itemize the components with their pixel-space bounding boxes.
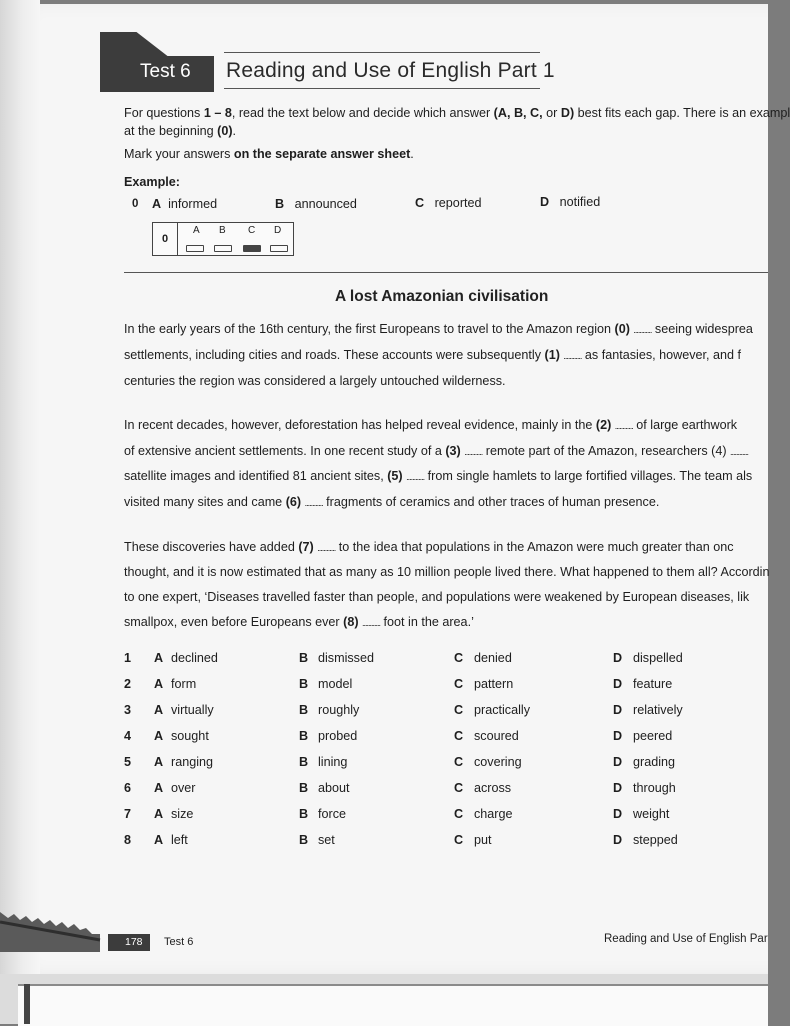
- instructions-line-2: [124, 124, 236, 138]
- passage-text: visited many sites and came: [124, 495, 286, 509]
- option-word: informed: [168, 197, 218, 211]
- option-word-c[interactable]: denied: [474, 651, 512, 665]
- gap-dots: ............: [464, 447, 483, 457]
- title-rule-top: [224, 52, 540, 53]
- option-word-d[interactable]: dispelled: [633, 651, 683, 665]
- passage-text: smallpox, even before Europeans ever: [124, 615, 344, 629]
- next-page-edge: [0, 974, 768, 1024]
- question-number: 8: [124, 833, 132, 847]
- page-binding: [0, 0, 40, 975]
- gap-marker: (1): [544, 348, 560, 362]
- instr-text: best fits each gap. There is an exampl: [574, 106, 790, 120]
- option-letter: D: [540, 195, 550, 209]
- option-word: notified: [559, 195, 601, 209]
- answer-grid-letter-a: A: [193, 225, 200, 236]
- option-word-d[interactable]: through: [633, 781, 676, 795]
- instr-text: Mark your answers: [124, 147, 234, 161]
- example-answer-grid: [152, 222, 294, 256]
- instr-letters: (A, B, C,: [493, 106, 543, 120]
- passage-text: of large earthwork: [632, 418, 738, 432]
- option-letter-d: D: [613, 677, 623, 691]
- example-option-b: [275, 197, 357, 211]
- torn-edge-graphic: [0, 912, 100, 952]
- gap-dots: ............: [633, 325, 652, 335]
- page-title: Reading and Use of English Part 1: [226, 59, 555, 82]
- answer-bubble-d[interactable]: [270, 245, 288, 252]
- option-letter-d: D: [613, 833, 623, 847]
- answer-bubble-a[interactable]: [186, 245, 204, 252]
- option-letter-d: D: [613, 651, 623, 665]
- option-letter-a: A: [154, 807, 164, 821]
- answer-bubble-b[interactable]: [214, 245, 232, 252]
- option-word-b[interactable]: force: [318, 807, 346, 821]
- passage-text: In the early years of the 16th century, the first Europeans to travel to the Amazon region: [124, 322, 615, 336]
- option-word-c[interactable]: charge: [474, 807, 513, 821]
- question-number: 4: [124, 729, 132, 743]
- test-label: Test 6: [140, 61, 191, 82]
- title-rule-bottom: [224, 88, 540, 89]
- option-word-b[interactable]: lining: [318, 755, 348, 769]
- passage-text: from single hamlets to large fortified villages. The team als: [424, 469, 753, 483]
- option-word-b[interactable]: about: [318, 781, 350, 795]
- passage-line: [124, 322, 753, 336]
- option-word-a[interactable]: declined: [171, 651, 218, 665]
- passage-line: [124, 540, 734, 554]
- option-word-c[interactable]: scoured: [474, 729, 519, 743]
- answer-bubble-c-selected[interactable]: [243, 245, 261, 252]
- passage-line: [124, 444, 748, 458]
- option-word-b[interactable]: dismissed: [318, 651, 374, 665]
- passage-text: centuries the region was considered a largely untouched wilderness.: [124, 374, 506, 388]
- option-word-a[interactable]: left: [171, 833, 188, 847]
- option-letter-a: A: [154, 651, 164, 665]
- instr-text: or: [542, 106, 561, 120]
- option-word-c[interactable]: across: [474, 781, 512, 795]
- option-letter-b: B: [299, 703, 309, 717]
- example-option-a: [152, 197, 217, 211]
- option-word-d[interactable]: feature: [633, 677, 673, 691]
- gap-marker: (0): [614, 322, 630, 336]
- option-letter-d: D: [613, 729, 623, 743]
- gap-marker: (2): [595, 418, 612, 432]
- instr-zero: (0): [217, 124, 233, 138]
- option-letter-a: A: [154, 729, 164, 743]
- option-letter: A: [152, 197, 162, 211]
- passage-text: seeing widesprea: [651, 322, 753, 336]
- gap-marker: (5): [387, 469, 403, 483]
- option-word: announced: [294, 197, 357, 211]
- option-word-b[interactable]: roughly: [318, 703, 360, 717]
- option-word-b[interactable]: set: [318, 833, 335, 847]
- gap-dots: ............: [563, 351, 582, 361]
- gap-marker: (3): [445, 444, 461, 458]
- answer-grid-letter-b: B: [219, 225, 226, 236]
- option-word-d[interactable]: peered: [633, 729, 673, 743]
- instr-text: For questions: [124, 106, 204, 120]
- option-letter-d: D: [613, 807, 623, 821]
- gap-dots: ............: [362, 618, 381, 628]
- passage-text: settlements, including cities and roads. These accounts were subsequently: [124, 348, 545, 362]
- next-page-spine: [24, 984, 30, 1024]
- passage-text: In recent decades, however, deforestation has helped reveal evidence, mainly in the: [124, 418, 596, 432]
- question-number: 7: [124, 807, 132, 821]
- option-letter-a: A: [154, 833, 164, 847]
- example-number: 0: [132, 198, 139, 210]
- option-letter-b: B: [299, 781, 309, 795]
- instr-text: .: [232, 124, 237, 138]
- passage-text: foot in the area.’: [380, 615, 474, 629]
- option-word-b[interactable]: probed: [318, 729, 358, 743]
- passage-text: These discoveries have added: [124, 540, 299, 554]
- option-word-a[interactable]: over: [171, 781, 196, 795]
- answer-grid-letter-d: D: [274, 225, 282, 236]
- option-letter-b: B: [299, 677, 309, 691]
- passage-text: satellite images and identified 81 ancient sites,: [124, 469, 388, 483]
- passage-line: [124, 590, 749, 604]
- question-number: 3: [124, 703, 132, 717]
- option-letter-c: C: [454, 781, 464, 795]
- option-word-c[interactable]: practically: [474, 703, 530, 717]
- option-word-a[interactable]: virtually: [171, 703, 214, 717]
- option-word-a[interactable]: sought: [171, 729, 209, 743]
- option-word-d[interactable]: grading: [633, 755, 676, 769]
- option-word-c[interactable]: put: [474, 833, 492, 847]
- passage-line: [124, 565, 769, 579]
- section-divider: [124, 272, 768, 273]
- instructions-mark: [124, 147, 414, 161]
- option-letter-a: A: [154, 703, 164, 717]
- instr-range: 1 – 8: [203, 106, 232, 120]
- option-letter-d: D: [613, 755, 623, 769]
- passage-line: [124, 469, 752, 483]
- example-option-c: [415, 196, 482, 210]
- footer-test-label: Test 6: [164, 936, 194, 948]
- option-letter-a: A: [154, 677, 164, 691]
- option-letter-d: D: [613, 781, 623, 795]
- option-letter-c: C: [454, 755, 464, 769]
- question-number: 2: [124, 677, 132, 691]
- option-word-a[interactable]: ranging: [171, 755, 214, 769]
- example-option-d: [540, 195, 600, 209]
- next-page-paper: [18, 984, 768, 1026]
- passage-text: to one expert, ‘Diseases travelled faster than people, and populations were weakened by European diseases, lik: [124, 590, 750, 604]
- option-letter: C: [415, 196, 425, 210]
- answer-grid-letter-c: C: [248, 225, 256, 236]
- instr-text: , read the text below and decide which answer: [231, 106, 494, 120]
- gap-marker: (6): [285, 495, 302, 509]
- option-letter: B: [275, 197, 285, 211]
- option-letter-c: C: [454, 677, 464, 691]
- option-letter-c: C: [454, 729, 464, 743]
- gap-marker: (8): [343, 615, 359, 629]
- gap-dots: ............: [406, 472, 425, 482]
- instr-letters: D): [560, 106, 575, 120]
- option-word-c[interactable]: covering: [474, 755, 522, 769]
- instr-text: at the beginning: [124, 124, 218, 138]
- gap-dots: ............: [614, 421, 633, 431]
- option-word-d[interactable]: stepped: [633, 833, 678, 847]
- passage-line: [124, 418, 737, 432]
- footer-section-label: Reading and Use of English Par: [604, 933, 768, 945]
- gap-marker: (7): [298, 540, 314, 554]
- option-letter-a: A: [154, 781, 164, 795]
- passage-line: [124, 615, 474, 629]
- option-letter-c: C: [454, 651, 464, 665]
- footer-page-number: 178: [125, 936, 143, 948]
- example-label: Example:: [124, 175, 180, 189]
- passage-text: of extensive ancient settlements. In one recent study of a: [124, 444, 446, 458]
- option-letter-b: B: [299, 729, 309, 743]
- question-number: 5: [124, 755, 132, 769]
- option-letter-d: D: [613, 703, 623, 717]
- option-word-d[interactable]: weight: [633, 807, 670, 821]
- option-word-d[interactable]: relatively: [633, 703, 683, 717]
- option-word-c[interactable]: pattern: [474, 677, 514, 691]
- passage-text: to the idea that populations in the Amazon were much greater than onc: [335, 540, 734, 554]
- option-letter-c: C: [454, 703, 464, 717]
- question-number: 1: [124, 651, 132, 665]
- passage-line: [124, 374, 506, 388]
- passage-line: [124, 348, 741, 362]
- gap-dots: ............: [317, 543, 336, 553]
- instr-text: .: [410, 147, 414, 161]
- passage-title: A lost Amazonian civilisation: [335, 288, 549, 305]
- gap-dots: ............: [304, 498, 323, 508]
- option-word-a[interactable]: form: [171, 677, 197, 691]
- option-letter-b: B: [299, 833, 309, 847]
- passage-line: [124, 495, 659, 509]
- question-number: 6: [124, 781, 132, 795]
- passage-text: remote part of the Amazon, researchers (4): [482, 444, 731, 458]
- answer-grid-number: 0: [153, 223, 178, 255]
- option-letter-b: B: [299, 807, 309, 821]
- option-letter-b: B: [299, 755, 309, 769]
- option-word-b[interactable]: model: [318, 677, 353, 691]
- option-letter-b: B: [299, 651, 309, 665]
- option-word: reported: [434, 196, 482, 210]
- option-letter-c: C: [454, 833, 464, 847]
- option-letter-c: C: [454, 807, 464, 821]
- option-word-a[interactable]: size: [171, 807, 194, 821]
- instr-answer-sheet: on the separate answer sheet: [233, 147, 411, 161]
- passage-text: thought, and it is now estimated that as many as 10 million people lived there. What happened to them all? Accordin: [124, 565, 770, 579]
- passage-text: as fantasies, however, and f: [581, 348, 742, 362]
- passage-text: fragments of ceramics and other traces of human presence.: [322, 495, 660, 509]
- gap-dots: ............: [730, 447, 749, 457]
- option-letter-a: A: [154, 755, 164, 769]
- instructions-line-1: [124, 106, 790, 120]
